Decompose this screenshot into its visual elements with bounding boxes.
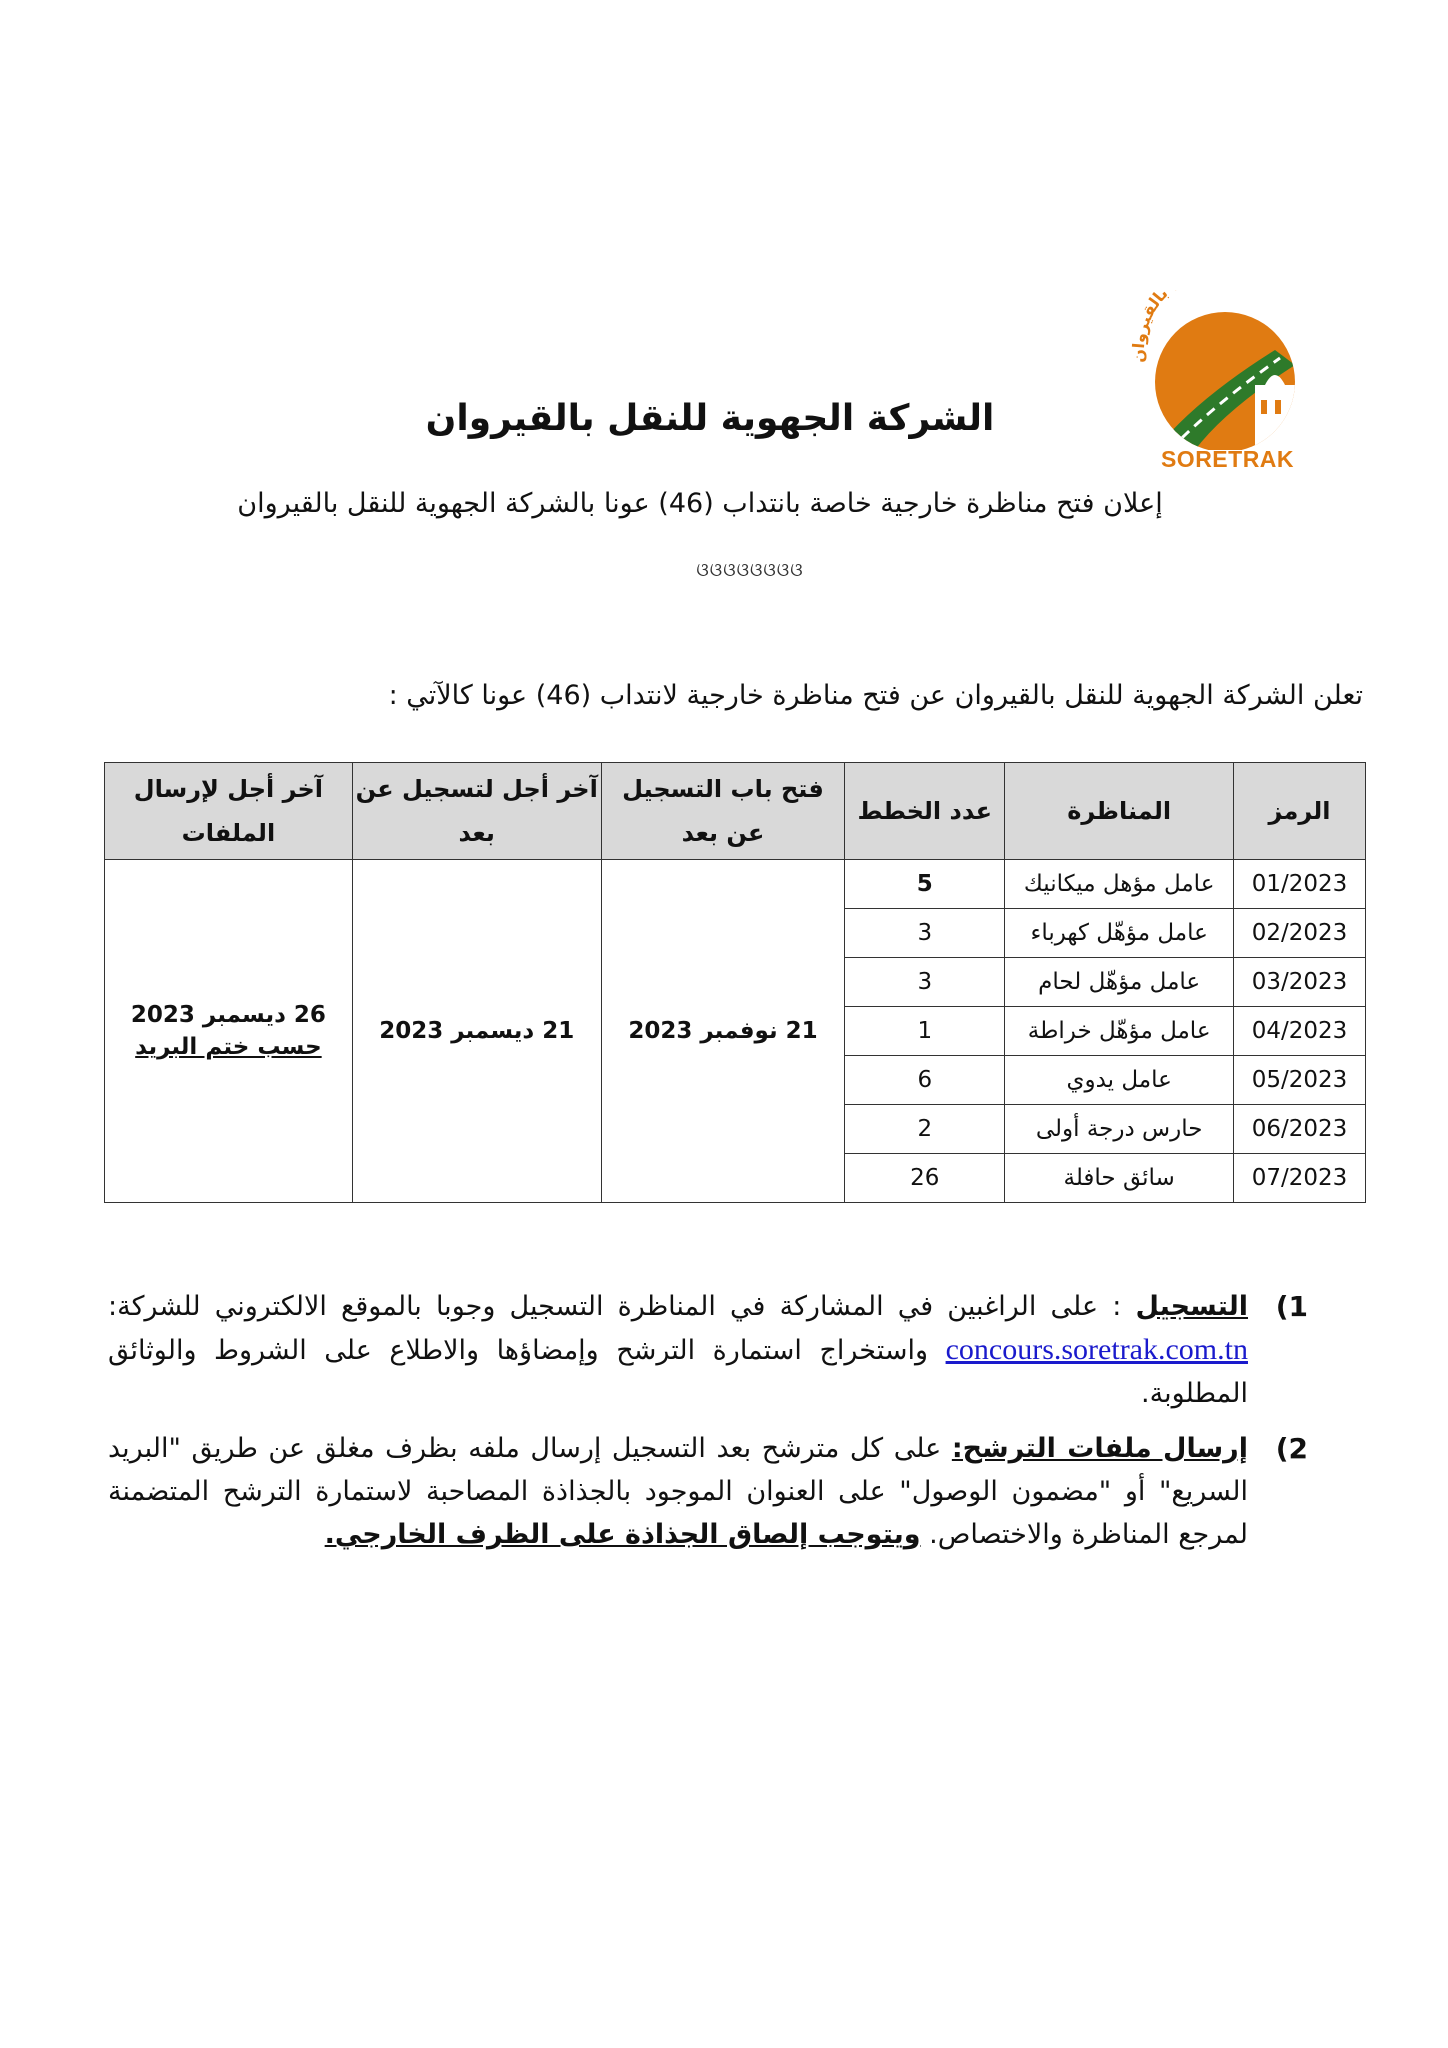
announcement-subtitle: إعلان فتح مناظرة خارجية خاصة بانتداب (46) عونا بالشركة الجهوية للنقل بالقيروان bbox=[237, 488, 1163, 519]
cell-code: 03/2023 bbox=[1234, 958, 1366, 1007]
cell-count: 3 bbox=[845, 958, 1005, 1007]
cell-count: 5 bbox=[845, 860, 1005, 909]
send-date: 26 ديسمبر 2023 bbox=[130, 1002, 326, 1028]
cell-competition: عامل مؤهّل كهرباء bbox=[1005, 909, 1234, 958]
cell-competition: حارس درجة أولى bbox=[1005, 1105, 1234, 1154]
note-number: 1) bbox=[1275, 1290, 1308, 1323]
cell-count: 6 bbox=[845, 1056, 1005, 1105]
cell-competition: عامل مؤهّل لحام bbox=[1005, 958, 1234, 1007]
cell-open-date: 21 نوفمبر 2023 bbox=[601, 860, 845, 1203]
logo-name: SORETRAK bbox=[1160, 446, 1295, 472]
header-open: فتح باب التسجيل عن بعد bbox=[601, 763, 845, 860]
header-code: الرمز bbox=[1234, 763, 1366, 860]
cell-competition: عامل مؤهل ميكانيك bbox=[1005, 860, 1234, 909]
page-title: الشركة الجهوية للنقل بالقيروان bbox=[425, 398, 995, 439]
notes-list bbox=[108, 1285, 1308, 1568]
competitions-table bbox=[104, 762, 1366, 1203]
note-number: 2) bbox=[1275, 1432, 1308, 1465]
cell-count: 3 bbox=[845, 909, 1005, 958]
note-text-continued: واستخراج استمارة الترشح وإمضاؤها والاطلاع على الشروط والوثائق المطلوبة. bbox=[108, 1335, 1248, 1409]
company-logo bbox=[1125, 290, 1330, 475]
send-note: حسب ختم البريد bbox=[135, 1034, 322, 1060]
cell-competition: عامل يدوي bbox=[1005, 1056, 1234, 1105]
cell-competition: سائق حافلة bbox=[1005, 1154, 1234, 1203]
intro-paragraph: تعلن الشركة الجهوية للنقل بالقيروان عن فتح مناظرة خارجية لانتداب (46) عونا كالآتي : bbox=[388, 680, 1363, 711]
cell-competition: عامل مؤهّل خراطة bbox=[1005, 1007, 1234, 1056]
cell-code: 06/2023 bbox=[1234, 1105, 1366, 1154]
header-count: عدد الخطط bbox=[845, 763, 1005, 860]
logo-arc-text: بالقيروان bbox=[1128, 290, 1172, 364]
cell-code: 04/2023 bbox=[1234, 1007, 1366, 1056]
cell-code: 01/2023 bbox=[1234, 860, 1366, 909]
ornament-divider: ଓଓଓଓଓଓଓଓ bbox=[696, 560, 804, 581]
registration-link[interactable]: concours.soretrak.com.tn bbox=[945, 1333, 1248, 1366]
cell-count: 2 bbox=[845, 1105, 1005, 1154]
note-label: التسجيل bbox=[1135, 1291, 1248, 1322]
note-registration bbox=[108, 1285, 1308, 1415]
table-header-row bbox=[105, 763, 1366, 860]
header-close: آخر أجل لتسجيل عن بعد bbox=[352, 763, 601, 860]
note-sending-files bbox=[108, 1427, 1308, 1556]
table-row bbox=[105, 860, 1366, 909]
cell-count: 1 bbox=[845, 1007, 1005, 1056]
note-label: إرسال ملفات الترشح: bbox=[951, 1433, 1248, 1464]
cell-count: 26 bbox=[845, 1154, 1005, 1203]
cell-code: 02/2023 bbox=[1234, 909, 1366, 958]
header-competition: المناظرة bbox=[1005, 763, 1234, 860]
cell-code: 05/2023 bbox=[1234, 1056, 1366, 1105]
note-text: على كل مترشح بعد التسجيل إرسال ملفه بظرف مغلق عن طريق "البريد السريع" أو "مضمون الوصول" على العنوان الموجود بالجذاذة المصاحبة لاستمارة الترشح المتضمنة لمرجع المناظرة والاختصاص. bbox=[108, 1433, 1248, 1550]
cell-code: 07/2023 bbox=[1234, 1154, 1366, 1203]
note-emphasis: ويتوجب إلصاق الجذاذة على الظرف الخارجي. bbox=[324, 1519, 921, 1550]
logo-emblem bbox=[1125, 290, 1330, 450]
note-text: : على الراغبين في المشاركة في المناظرة التسجيل وجوبا بالموقع الالكتروني للشركة: bbox=[108, 1291, 1122, 1322]
cell-close-date: 21 ديسمبر 2023 bbox=[352, 860, 601, 1203]
cell-send-date bbox=[105, 860, 353, 1203]
header-send: آخر أجل لإرسال الملفات bbox=[105, 763, 353, 860]
